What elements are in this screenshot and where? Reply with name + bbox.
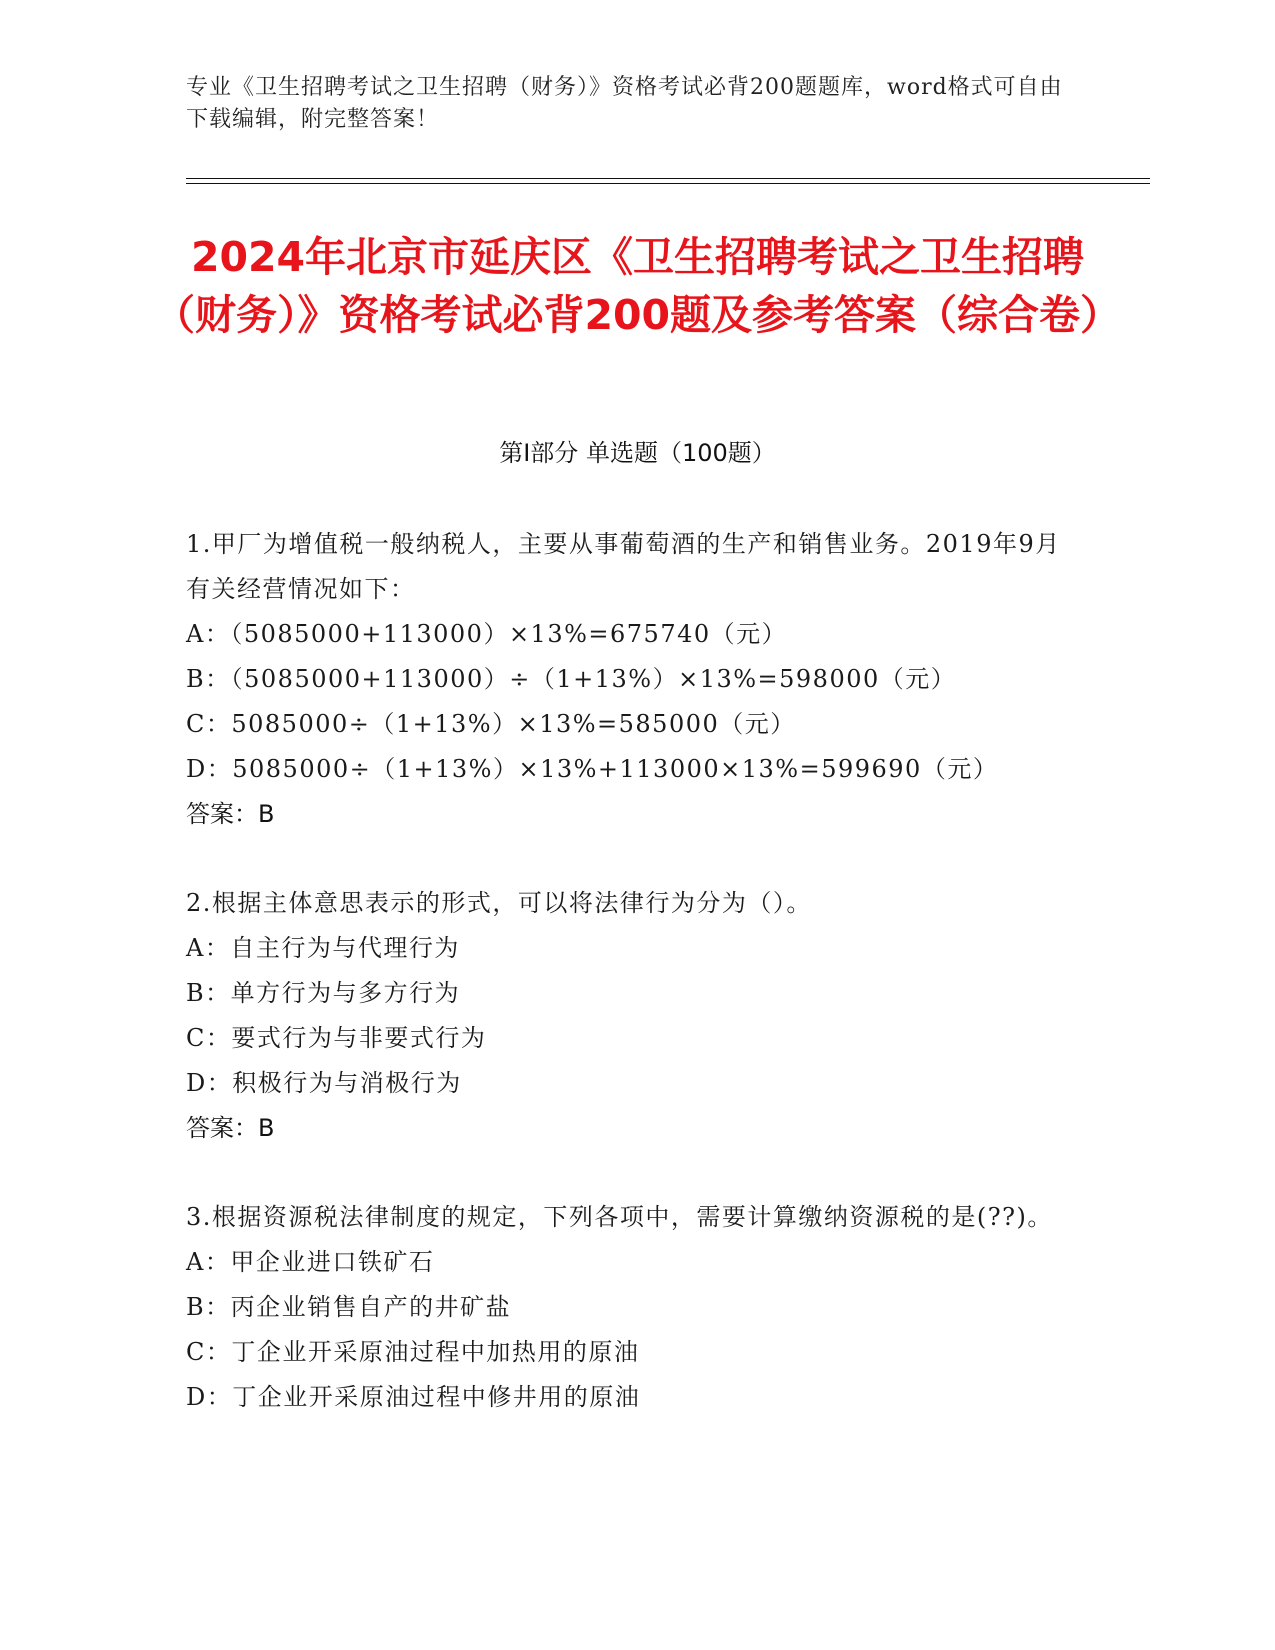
option-c: C：5085000÷（1+13%）×13%=585000（元） bbox=[186, 710, 796, 738]
section-heading: 第I部分 单选题（100题） bbox=[499, 439, 776, 467]
document-header-note: 专业《卫生招聘考试之卫生招聘（财务）》资格考试必背200题题库，word格式可自由下载编辑，附完整答案！ bbox=[186, 75, 1063, 132]
option-b: B：丙企业销售自产的井矿盐 bbox=[186, 1293, 512, 1321]
question-1 bbox=[186, 522, 1066, 837]
option-b: B：（5085000+113000）÷（1+13%）×13%=598000（元） bbox=[186, 665, 957, 693]
answer-line: 答案：B bbox=[186, 800, 275, 828]
header-divider bbox=[186, 178, 1150, 179]
header-divider-secondary bbox=[186, 183, 1150, 184]
option-a: A：（5085000+113000）×13%=675740（元） bbox=[186, 620, 788, 648]
answer-line: 答案：B bbox=[186, 1114, 275, 1142]
option-c: C：要式行为与非要式行为 bbox=[186, 1024, 487, 1052]
option-a: A：甲企业进口铁矿石 bbox=[186, 1248, 435, 1276]
question-stem: 3.根据资源税法律制度的规定，下列各项中，需要计算缴纳资源税的是(??)。 bbox=[186, 1203, 1053, 1231]
option-a: A：自主行为与代理行为 bbox=[186, 934, 460, 962]
question-3 bbox=[186, 1195, 1066, 1420]
option-d: D：丁企业开采原油过程中修井用的原油 bbox=[186, 1383, 641, 1411]
question-list bbox=[186, 522, 1066, 1464]
document-title: 2024年北京市延庆区《卫生招聘考试之卫生招聘（财务）》资格考试必背200题及参考答案（综合卷） bbox=[153, 233, 1122, 339]
question-stem: 2.根据主体意思表示的形式，可以将法律行为分为（）。 bbox=[186, 889, 812, 917]
option-b: B：单方行为与多方行为 bbox=[186, 979, 461, 1007]
option-c: C：丁企业开采原油过程中加热用的原油 bbox=[186, 1338, 640, 1366]
question-2 bbox=[186, 881, 1066, 1151]
option-d: D：5085000÷（1+13%）×13%+113000×13%=599690（元） bbox=[186, 755, 999, 783]
option-d: D：积极行为与消极行为 bbox=[186, 1069, 462, 1097]
question-stem: 1.甲厂为增值税一般纳税人，主要从事葡萄酒的生产和销售业务。2019年9月有关经营情况如下： bbox=[186, 530, 1061, 603]
